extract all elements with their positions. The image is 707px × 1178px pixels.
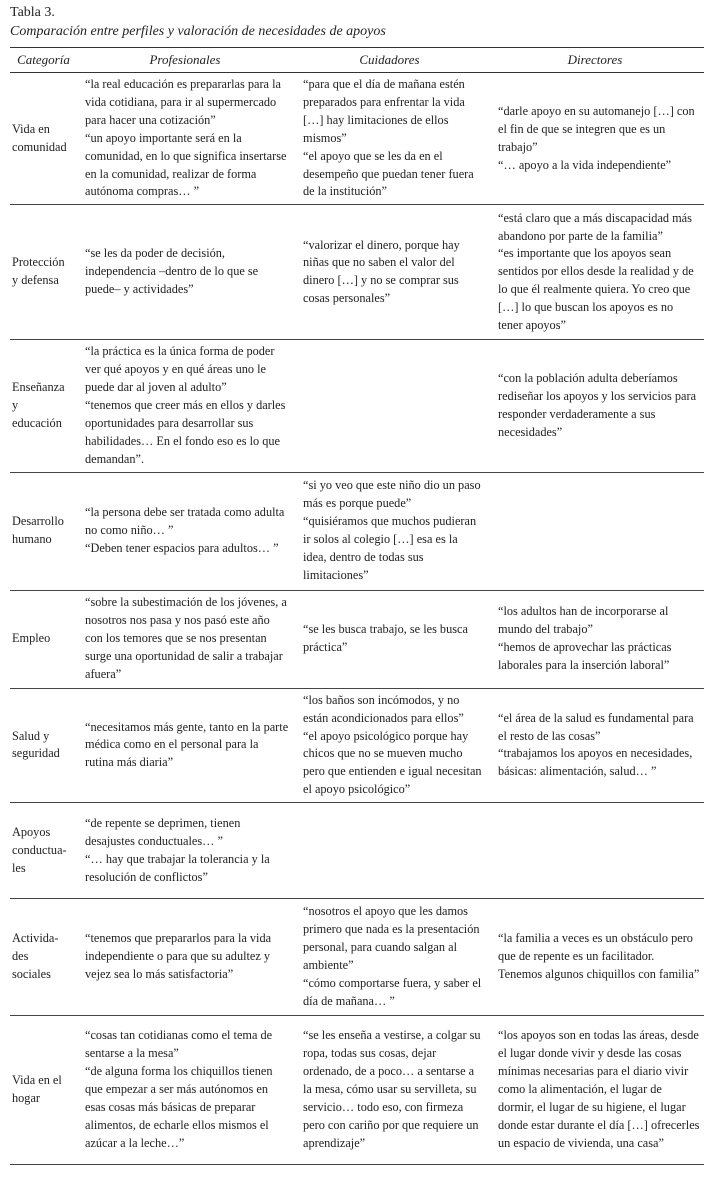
directores-cell bbox=[486, 803, 704, 899]
category-line: Enseñanza bbox=[12, 380, 65, 395]
quote-text: “la persona debe ser tratada como adulta no como niño… ” bbox=[85, 505, 285, 538]
table-label: Tabla 3. bbox=[10, 5, 55, 20]
cuidadores-cell bbox=[293, 340, 486, 472]
quote-text: “tenemos que prepararlos para la vida independiente o para que su adultez y vejez sea lo más satisfactoria” bbox=[85, 931, 272, 982]
category-cell bbox=[10, 472, 77, 590]
quote-text: “es importante que los apoyos sean sentidos por ellos desde la realidad y de lo que él realmente quiera. Yo creo que […] lo que buscan los apoyos es no tener apoyos” bbox=[498, 246, 694, 333]
quote-text: “el apoyo que se les da en el desempeño que puedan tener fuera de la institución” bbox=[303, 148, 474, 199]
quote-text: “se les da poder de decisión, independencia –dentro de lo que se puede– y actividades” bbox=[85, 246, 259, 297]
quote-text: “con la población adulta deberíamos rediseñar los apoyos y los servicios para responder verdaderamente a sus necesidades” bbox=[498, 371, 697, 439]
profesionales-cell bbox=[77, 803, 293, 899]
category-line: conductua- bbox=[12, 842, 67, 857]
profesionales-cell bbox=[77, 688, 293, 802]
table-row bbox=[10, 590, 704, 688]
category-line: y defensa bbox=[12, 273, 59, 288]
cuidadores-cell bbox=[293, 472, 486, 590]
table-header-row bbox=[10, 48, 704, 73]
quote-text: “Deben tener espacios para adultos… ” bbox=[85, 541, 279, 556]
table-row bbox=[10, 899, 704, 1016]
header-directores: Directores bbox=[486, 48, 704, 73]
quote-text: “… apoyo a la vida independiente” bbox=[498, 157, 672, 172]
table-caption: Comparación entre perfiles y valoración de necesidades de apoyos bbox=[10, 24, 386, 39]
quote-text: “valorizar el dinero, porque hay niñas que no saben el valor del dinero […] y no se comprar sus cosas personales” bbox=[303, 237, 460, 306]
cuidadores-cell bbox=[293, 205, 486, 340]
quote-text: “el área de la salud es fundamental para el resto de las cosas” bbox=[498, 710, 694, 743]
category-cell bbox=[10, 205, 77, 340]
quote-text: “sobre la subestimación de los jóvenes, a nosotros nos pasa y nos pasó este año con los temores que se nos presentan surge una oportunidad de salir a trabajar afuera” bbox=[85, 595, 287, 682]
category-line: educación bbox=[12, 415, 62, 430]
category-line: Activida- bbox=[12, 931, 59, 946]
quote-text: “… hay que trabajar la tolerancia y la resolución de conflictos” bbox=[85, 851, 270, 884]
quote-text: “la real educación es prepararlas para la vida cotidiana, para ir al supermercado para hacer una cotización” bbox=[85, 77, 281, 127]
table-row bbox=[10, 73, 704, 205]
cuidadores-cell bbox=[293, 899, 486, 1016]
quote-text: “quisiéramos que muchos pudieran ir solos al colegio […] esa es la idea, dentro de todas sus limitaciones” bbox=[303, 514, 477, 582]
category-line: Vida en bbox=[12, 121, 50, 136]
header-categoria: Categoría bbox=[10, 48, 77, 73]
quote-text: “el apoyo psicológico porque hay chicos que no se mueven mucho pero que entienden e igual necesitan el apoyo psicológico” bbox=[303, 728, 482, 797]
cuidadores-cell bbox=[293, 688, 486, 802]
table-row bbox=[10, 1016, 704, 1165]
quote-text: “si yo veo que este niño dio un paso más es porque puede” bbox=[303, 478, 481, 511]
category-line: Protección bbox=[12, 255, 65, 270]
comparison-table bbox=[10, 47, 704, 1165]
quote-text: “trabajamos los apoyos en necesidades, básicas: alimentación, salud… ” bbox=[498, 746, 693, 779]
category-cell bbox=[10, 590, 77, 688]
table-row bbox=[10, 803, 704, 899]
quote-text: “se les busca trabajo, se les busca práctica” bbox=[303, 622, 468, 655]
category-line: seguridad bbox=[12, 746, 60, 761]
category-line: les bbox=[12, 860, 26, 875]
header-cuidadores: Cuidadores bbox=[293, 48, 486, 73]
category-line: hogar bbox=[12, 1091, 40, 1106]
quote-text: “de repente se deprimen, tienen desajustes conductuales… ” bbox=[85, 815, 241, 848]
table-row bbox=[10, 205, 704, 340]
profesionales-cell bbox=[77, 899, 293, 1016]
directores-cell bbox=[486, 590, 704, 688]
directores-cell bbox=[486, 205, 704, 340]
table-row bbox=[10, 340, 704, 472]
quote-text: “los adultos han de incorporarse al mundo del trabajo” bbox=[498, 604, 669, 637]
quote-text: “hemos de aprovechar las prácticas laborales para la inserción laboral” bbox=[498, 640, 672, 673]
directores-cell bbox=[486, 899, 704, 1016]
category-cell bbox=[10, 340, 77, 472]
directores-cell bbox=[486, 688, 704, 802]
cuidadores-cell bbox=[293, 590, 486, 688]
quote-text: “nosotros el apoyo que les damos primero que nada es la presentación personal, para cuando salgan al ambiente” bbox=[303, 904, 480, 973]
category-line: y bbox=[12, 398, 19, 413]
quote-text: “los baños son incómodos, y no están acondicionados para ellos” bbox=[303, 692, 464, 725]
directores-cell bbox=[486, 340, 704, 472]
profesionales-cell bbox=[77, 472, 293, 590]
directores-cell bbox=[486, 1016, 704, 1165]
profesionales-cell bbox=[77, 205, 293, 340]
category-line: sociales bbox=[12, 967, 51, 982]
category-cell bbox=[10, 899, 77, 1016]
category-cell bbox=[10, 73, 77, 205]
quote-text: “se les enseña a vestirse, a colgar su ropa, todas sus cosas, dejar ordenado, de a poco… a sentarse a la mesa, cómo usar su servilleta, su servicio… todo eso, con firmeza pero con cariño por que requiere un aprendizaje” bbox=[303, 1028, 481, 1150]
table-row bbox=[10, 472, 704, 590]
quote-text: “necesitamos más gente, tanto en la parte médica como en el personal para la rutina más diaria” bbox=[85, 719, 289, 770]
cuidadores-cell bbox=[293, 803, 486, 899]
category-line: comunidad bbox=[12, 139, 67, 154]
header-profesionales: Profesionales bbox=[77, 48, 293, 73]
category-line: des bbox=[12, 949, 29, 964]
profesionales-cell bbox=[77, 340, 293, 472]
category-line: Empleo bbox=[12, 631, 51, 646]
quote-text: “los apoyos son en todas las áreas, desde el lugar donde vivir y desde las cosas mínimas necesarias para el diario vivir como la alimentación, el lugar de dormir, el lugar de su higiene, el lugar donde estar durante el día […] ofrecerles un espacio de vivienda, una casa” bbox=[498, 1028, 700, 1150]
quote-text: “para que el día de mañana estén preparados para enfrentar la vida […] hay limitaciones de ellos mismos” bbox=[303, 77, 465, 145]
quote-text: “la práctica es la única forma de poder ver qué apoyos y en qué áreas uno le puede dar al joven al adulto” bbox=[85, 344, 275, 395]
category-cell bbox=[10, 1016, 77, 1165]
cuidadores-cell bbox=[293, 73, 486, 205]
directores-cell bbox=[486, 73, 704, 205]
category-line: Salud y bbox=[12, 728, 50, 743]
quote-text: “la familia a veces es un obstáculo pero que de repente es un facilitador. Tenemos algunos chiquillos con familia” bbox=[498, 931, 700, 982]
profesionales-cell bbox=[77, 1016, 293, 1165]
quote-text: “está claro que a más discapacidad más abandono por parte de la familia” bbox=[498, 210, 692, 243]
quote-text: “cómo comportarse fuera, y saber el día de mañana… ” bbox=[303, 976, 482, 1008]
table-row bbox=[10, 688, 704, 802]
category-line: Apoyos bbox=[12, 824, 51, 839]
quote-text: “cosas tan cotidianas como el tema de sentarse a la mesa” bbox=[85, 1028, 273, 1061]
category-cell bbox=[10, 688, 77, 802]
profesionales-cell bbox=[77, 73, 293, 205]
quote-text: “de alguna forma los chiquillos tienen que empezar a ser más autónomos en esas cosas más básicas de preparar alimentos, de echarle ellos mismos el azúcar a la leche…” bbox=[85, 1064, 273, 1150]
cuidadores-cell bbox=[293, 1016, 486, 1165]
category-line: humano bbox=[12, 532, 52, 547]
quote-text: “tenemos que creer más en ellos y darles oportunidades para desarrollar sus habilidades… En el fondo eso es lo que demandan”. bbox=[85, 398, 286, 466]
category-line: Desarrollo bbox=[12, 514, 64, 529]
quote-text: “un apoyo importante será en la comunidad, en lo que significa insertarse en la comunidad, realizar de forma autónoma compras… ” bbox=[85, 130, 287, 199]
profesionales-cell bbox=[77, 590, 293, 688]
quote-text: “darle apoyo en su automanejo […] con el fin de que se integren que es un trabajo” bbox=[498, 103, 695, 154]
category-line: Vida en el bbox=[12, 1073, 62, 1088]
directores-cell bbox=[486, 472, 704, 590]
category-cell bbox=[10, 803, 77, 899]
